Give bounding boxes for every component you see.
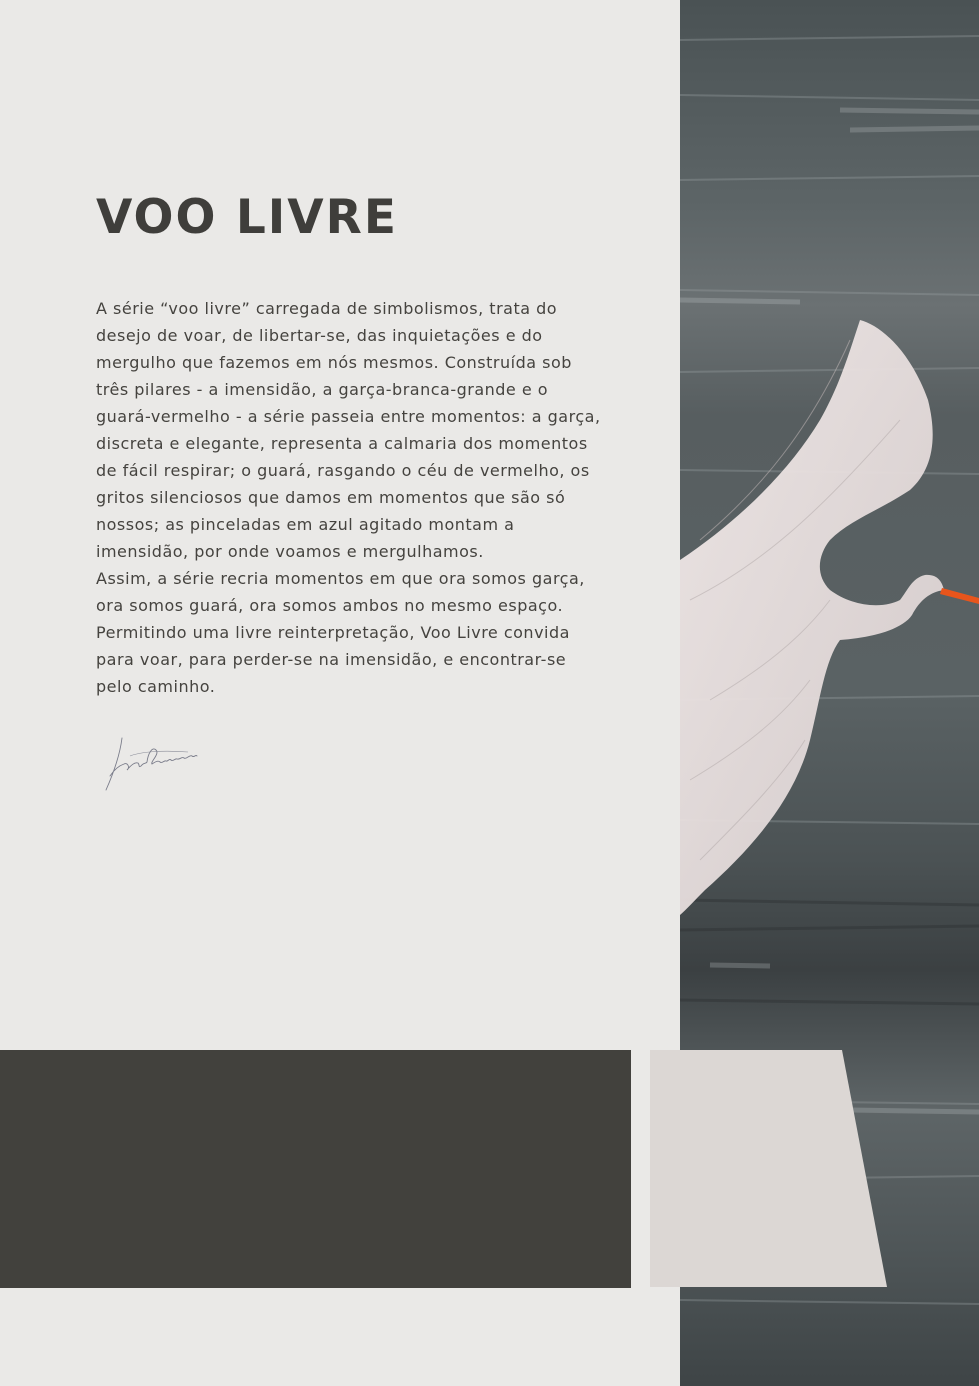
dark-accent-block (0, 1050, 631, 1288)
body-line: desejo de voar, de libertar-se, das inquietações e do (96, 326, 543, 345)
body-line: ora somos guará, ora somos ambos no mesmo espaço. (96, 596, 564, 615)
body-line: gritos silenciosos que damos em momentos que são só (96, 488, 566, 507)
body-line: para voar, para perder-se na imensidão, e encontrar-se (96, 650, 567, 669)
body-line: Permitindo uma livre reinterpretação, Voo Livre convida (96, 623, 570, 642)
signature (100, 732, 200, 796)
body-line: mergulho que fazemos em nós mesmos. Construída sob (96, 353, 572, 372)
body-line: de fácil respirar; o guará, rasgando o céu de vermelho, os (96, 461, 590, 480)
body-line: A série “voo livre” carregada de simbolismos, trata do (96, 299, 558, 318)
body-text (96, 295, 641, 700)
body-line: guará-vermelho - a série passeia entre momentos: a garça, (96, 407, 601, 426)
body-line: pelo caminho. (96, 677, 216, 696)
body-line: nossos; as pinceladas em azul agitado montam a (96, 515, 515, 534)
page-title: VOO LIVRE (96, 190, 398, 245)
body-line: três pilares - a imensidão, a garça-branca-grande e o (96, 380, 549, 399)
body-line: Assim, a série recria momentos em que ora somos garça, (96, 569, 585, 588)
body-line: discreta e elegante, representa a calmaria dos momentos (96, 434, 588, 453)
body-line: imensidão, por onde voamos e mergulhamos. (96, 542, 484, 561)
light-accent-block (650, 1050, 887, 1287)
